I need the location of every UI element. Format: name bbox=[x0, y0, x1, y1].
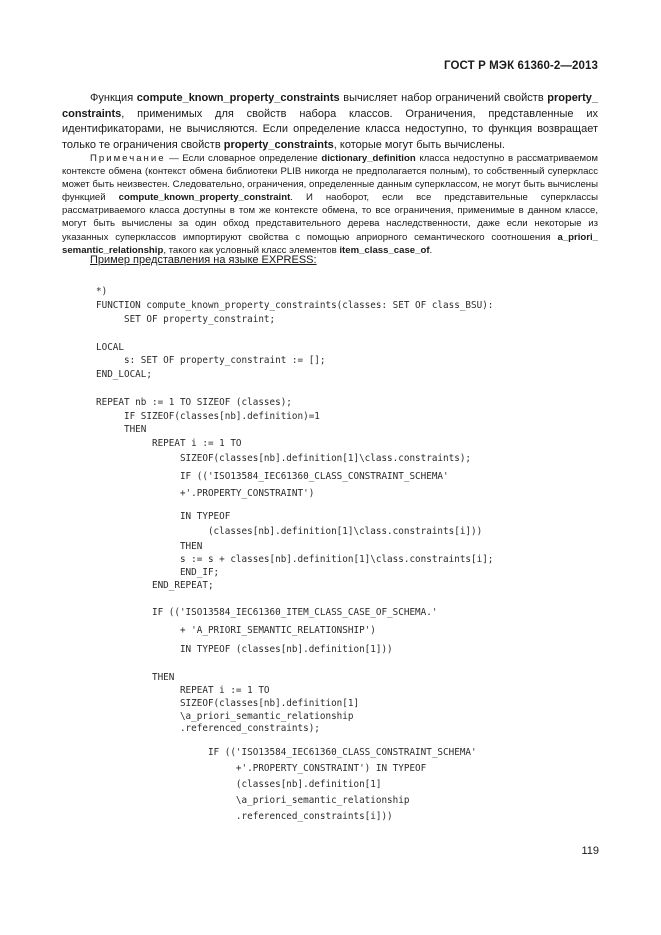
code-line: SIZEOF(classes[nb].definition[1] bbox=[96, 698, 360, 709]
intro-bold-3: property_constraints bbox=[223, 138, 334, 151]
note-text-3: . И наоборот, если все представительные суперклассы рассматриваемого класса доступны в том же контексте обмена, то все ограничения, применимые в данном классе, могут быть вычислены за один обход представительного дерева наследственности, даже если некоторые из указанных суперклассов импортируют свойства с помощью априорного семантического соотношения bbox=[62, 192, 599, 243]
intro-text-2: вычисляет набор ограничений свойств bbox=[339, 92, 548, 104]
code-line: \a_priori_semantic_relationship bbox=[96, 795, 410, 806]
intro-bold-2: property_ constraints bbox=[62, 92, 598, 120]
document-header: ГОСТ Р МЭК 61360-2—2013 bbox=[444, 60, 598, 72]
code-line: IN TYPEOF bbox=[96, 511, 231, 522]
page-number: 119 bbox=[581, 845, 599, 857]
code-line: *) bbox=[96, 286, 108, 297]
code-line: IF SIZEOF(classes[nb].definition)=1 bbox=[96, 411, 320, 422]
code-line: .referenced_constraints[i])) bbox=[96, 811, 393, 822]
code-line: END_REPEAT; bbox=[96, 580, 214, 591]
code-line: END_LOCAL; bbox=[96, 369, 152, 380]
code-line: REPEAT i := 1 TO bbox=[96, 685, 270, 696]
code-line: THEN bbox=[96, 541, 203, 552]
code-line: +'.PROPERTY_CONSTRAINT') IN TYPEOF bbox=[96, 763, 427, 774]
intro-text-3: , применимых для свойств набора классов. Ограничения, представленные их идентификаторами, не вычисляются. Если определение класса недоступно, то функция возвращает только те ограничения свойств bbox=[62, 107, 598, 151]
code-line: THEN bbox=[96, 424, 147, 435]
code-line: s := s + classes[nb].definition[1]\class.constraints[i]; bbox=[96, 554, 494, 565]
note-text-4: , такого как условный класс элементов bbox=[163, 244, 340, 256]
note-paragraph bbox=[62, 152, 598, 257]
intro-text-4: , которые могут быть вычислены. bbox=[333, 138, 505, 151]
note-text-1: — Если словарное определение bbox=[165, 153, 322, 164]
example-heading: Пример представления на языке EXPRESS: bbox=[90, 254, 317, 266]
code-line: END_IF; bbox=[96, 567, 220, 578]
code-line: REPEAT nb := 1 TO SIZEOF (classes); bbox=[96, 397, 292, 408]
code-line: SET OF property_constraint; bbox=[96, 314, 276, 325]
code-line: (classes[nb].definition[1] bbox=[96, 779, 382, 790]
code-line: .referenced_constraints); bbox=[96, 723, 320, 734]
code-line: +'.PROPERTY_CONSTRAINT') bbox=[96, 488, 315, 499]
code-line: FUNCTION compute_known_property_constraints(classes: SET OF class_BSU): bbox=[96, 300, 494, 311]
code-line: IF (('ISO13584_IEC61360_ITEM_CLASS_CASE_OF_SCHEMA.' bbox=[96, 607, 438, 618]
code-line: IF (('ISO13584_IEC61360_CLASS_CONSTRAINT_SCHEMA' bbox=[96, 471, 449, 482]
note-bold-2: compute_known_property_constraint bbox=[118, 192, 291, 204]
code-line: LOCAL bbox=[96, 342, 124, 353]
intro-text-1: Функция bbox=[90, 92, 137, 104]
note-bold-3: a_priori_ semantic_relationship bbox=[62, 231, 598, 256]
code-line: SIZEOF(classes[nb].definition[1]\class.constraints); bbox=[96, 453, 472, 464]
note-label: Примечание bbox=[90, 153, 166, 164]
note-bold-1: dictionary_definition bbox=[321, 153, 416, 164]
code-line: \a_priori_semantic_relationship bbox=[96, 711, 354, 722]
note-text-5: . bbox=[429, 244, 433, 256]
code-line: THEN bbox=[96, 672, 175, 683]
intro-bold-1: compute_known_property_constraints bbox=[136, 92, 340, 104]
code-line: REPEAT i := 1 TO bbox=[96, 438, 242, 449]
note-text-2: класса недоступно в рассматриваемом контексте обмена (контекст обмена библиотеки PLIB никогда не предполагается полным), то собственный суперкласс может быть неизвестен. Следовательно, ограничения, определенные данным суперклассом, не могут быть вычислены функцией bbox=[62, 153, 599, 204]
note-bold-4: item_class_case_of bbox=[339, 244, 430, 256]
intro-paragraph bbox=[62, 91, 598, 153]
code-line: s: SET OF property_constraint := []; bbox=[96, 355, 326, 366]
code-line: IN TYPEOF (classes[nb].definition[1])) bbox=[96, 644, 393, 655]
code-line: + 'A_PRIORI_SEMANTIC_RELATIONSHIP') bbox=[96, 625, 376, 636]
code-line: (classes[nb].definition[1]\class.constraints[i])) bbox=[96, 526, 483, 537]
code-line: IF (('ISO13584_IEC61360_CLASS_CONSTRAINT_SCHEMA' bbox=[96, 747, 477, 758]
